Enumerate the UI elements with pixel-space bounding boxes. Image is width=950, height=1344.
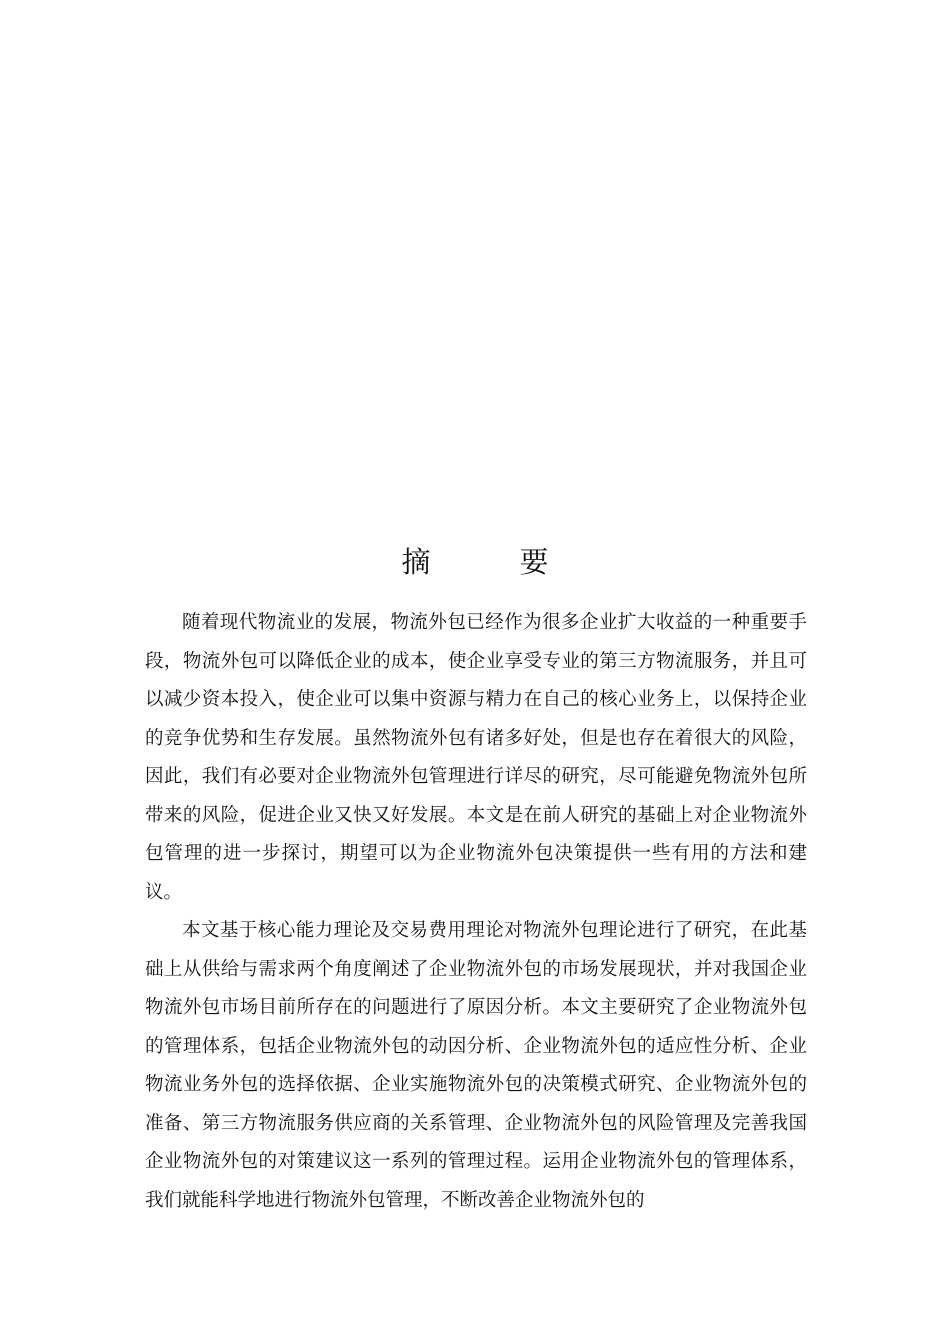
paragraph-1: 随着现代物流业的发展，物流外包已经作为很多企业扩大收益的一种重要手段，物流外包可以降低企业的成本，使企业享受专业的第三方物流服务，并且可以减少资本投入，使企业可以集中资源与精力在自己的核心业务上，以保持企业的竞争优势和生存发展。虽然物流外包有诸多好处，但是也存在着很大的风险，因此，我们有必要对企业物流外包管理进行详尽的研究，尽可能避免物流外包所带来的风险，促进企业又快又好发展。本文是在前人研究的基础上对企业物流外包管理的进一步探讨，期望可以为企业物流外包决策提供一些有用的方法和建议。: [145, 612, 807, 903]
paragraph-2: 本文基于核心能力理论及交易费用理论对物流外包理论进行了研究，在此基础上从供给与需求两个角度阐述了企业物流外包的市场发展现状，并对我国企业物流外包市场目前所存在的问题进行了原因分析。本文主要研究了企业物流外包的管理体系，包括企业物流外包的动因分析、企业物流外包的适应性分析、企业物流业务外包的选择依据、企业实施物流外包的决策模式研究、企业物流外包的准备、第三方物流服务供应商的关系管理、企业物流外包的风险管理及完善我国企业物流外包的对策建议这一系列的管理过程。运用企业物流外包的管理体系，我们就能科学地进行物流外包管理，不断改善企业物流外包的: [145, 920, 807, 1211]
page-title: 摘 要: [401, 545, 579, 579]
abstract-body: [145, 604, 807, 1220]
